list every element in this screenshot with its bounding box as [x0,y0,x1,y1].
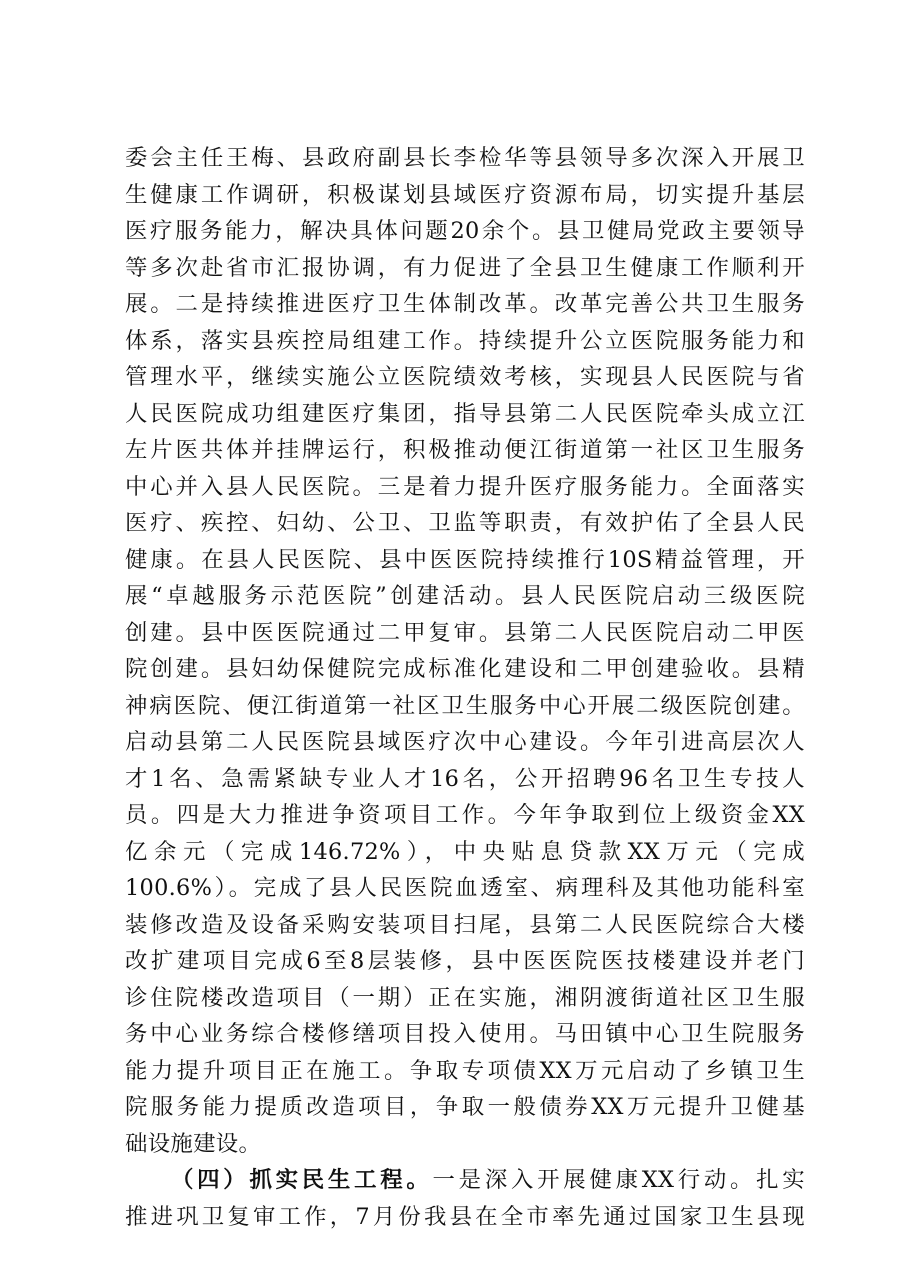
text-line: 才1名、急需紧缺专业人才16名，公开招聘96名卫生专技人 [125,765,805,792]
text-line: 务中心业务综合楼修缮项目投入使用。马田镇中心卫生院服务 [125,1021,805,1047]
text-line: 改扩建项目完成6至8层装修，县中医医院医技楼建设并老门 [125,948,805,974]
section-heading: （四）抓实民生工程。 [171,1167,433,1193]
paragraph-2 [125,1162,805,1235]
text-line: 启动县第二人民医院县域医疗次中心建设。今年引进高层次人 [125,729,805,755]
text-line: 神病医院、便江街道第一社区卫生服务中心开展二级医院创建。 [125,692,805,719]
text-line: 础设施建设。 [125,1130,262,1157]
paragraph-1 [125,140,805,1162]
text-line: 中心并入县人民医院。三是着力提升医疗服务能力。全面落实 [125,473,805,500]
text-line: 医疗、疾控、妇幼、公卫、卫监等职责，有效护佑了全县人民 [125,510,805,536]
text-line: 左片医共体并挂牌运行，积极推动便江街道第一社区卫生服务 [125,437,805,463]
document-body [125,140,805,1235]
text-line: 委会主任王梅、县政府副县长李检华等县领导多次深入开展卫 [125,145,805,171]
text-line: 展“卓越服务示范医院”创建活动。县人民医院启动三级医院 [125,583,805,609]
text-line: 装修改造及设备采购安装项目扫尾，县第二人民医院综合大楼 [125,911,805,938]
text-line: 等多次赴省市汇报协调，有力促进了全县卫生健康工作顺利开 [125,254,805,281]
text-line: 生健康工作调研，积极谋划县域医疗资源布局，切实提升基层 [125,181,805,208]
text-line: 创建。县中医医院通过二甲复审。县第二人民医院启动二甲医 [125,619,805,646]
text-line: 能力提升项目正在施工。争取专项债XX万元启动了乡镇卫生 [125,1057,805,1084]
text-line: 健康。在县人民医院、县中医医院持续推行10S精益管理，开 [125,546,805,573]
text-line: 员。四是大力推进争资项目工作。今年争取到位上级资金XX [125,802,805,828]
text-line: 推进巩卫复审工作，7月份我县在全市率先通过国家卫生县现 [125,1203,805,1230]
text-line: 体系，落实县疾控局组建工作。持续提升公立医院服务能力和 [125,327,805,354]
text-line: 医疗服务能力，解决具体问题20余个。县卫健局党政主要领导 [125,218,805,244]
text-line: 人民医院成功组建医疗集团，指导县第二人民医院牵头成立江 [125,400,805,427]
text-line: 院服务能力提质改造项目，争取一般债券XX万元提升卫健基 [125,1094,805,1120]
text-run: 一是深入开展健康XX行动。扎实 [432,1167,805,1193]
text-line: 管理水平，继续实施公立医院绩效考核，实现县人民医院与省 [125,364,805,390]
text-line: 院创建。县妇幼保健院完成标准化建设和二甲创建验收。县精 [125,656,805,682]
text-line: 亿余元（完成146.72%），中央贴息贷款XX万元（完成 [125,838,805,865]
text-line: 诊住院楼改造项目（一期）正在实施，湘阴渡街道社区卫生服 [125,984,805,1011]
text-line [125,1162,805,1199]
text-line: 展。二是持续推进医疗卫生体制改革。改革完善公共卫生服务 [125,291,805,317]
text-line: 100.6%）。完成了县人民医院血透室、病理科及其他功能科室 [125,875,805,901]
